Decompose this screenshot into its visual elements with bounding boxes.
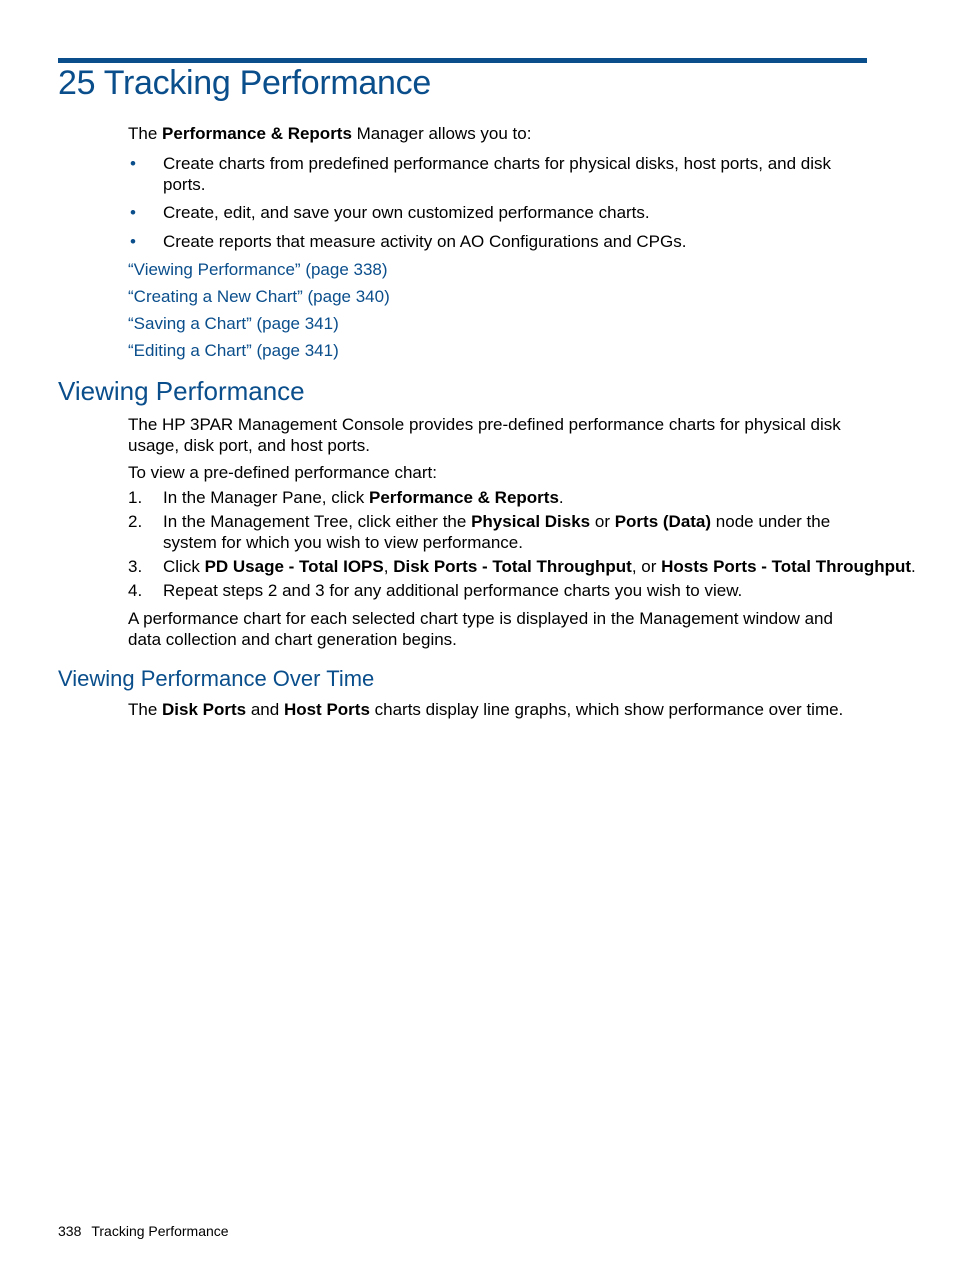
chapter-title: 25 Tracking Performance	[58, 64, 431, 102]
bullet-icon: •	[130, 203, 136, 222]
list-item: Create charts from predefined performance charts for physical disks, host ports, and disk ports.	[163, 154, 832, 194]
section-title: Viewing Performance	[58, 376, 305, 406]
footer-label: Tracking Performance	[91, 1223, 229, 1239]
link-editing-chart[interactable]: “Editing a Chart” (page 341)	[128, 341, 339, 360]
step-number: 1.	[128, 488, 143, 507]
step-4: Repeat steps 2 and 3 for any additional performance charts you wish to view.	[163, 581, 743, 600]
list-item: Create reports that measure activity on AO Configurations and CPGs.	[163, 232, 687, 251]
step-number: 4.	[128, 581, 143, 600]
section-paragraph-2: To view a pre-defined performance chart:	[128, 463, 437, 482]
page-footer	[58, 1223, 229, 1239]
section-paragraph-3: A performance chart for each selected chart type is displayed in the Management window and data collection and chart generation begins.	[128, 609, 833, 649]
subsection-title: Viewing Performance Over Time	[58, 666, 375, 691]
step-2: In the Management Tree, click either the Physical Disks or Ports (Data) node under the system for which you wish to view performance.	[163, 512, 831, 552]
link-saving-chart[interactable]: “Saving a Chart” (page 341)	[128, 314, 339, 333]
step-3: Click PD Usage - Total IOPS, Disk Ports - Total Throughput, or Hosts Ports - Total Throughput.	[163, 557, 916, 576]
link-creating-new-chart[interactable]: “Creating a New Chart” (page 340)	[128, 287, 390, 306]
bullet-icon: •	[130, 154, 136, 173]
subsection-paragraph: The Disk Ports and Host Ports charts display line graphs, which show performance over time.	[128, 700, 844, 719]
step-number: 2.	[128, 512, 143, 531]
section-paragraph-1: The HP 3PAR Management Console provides pre-defined performance charts for physical disk usage, disk port, and host ports.	[128, 415, 841, 455]
chapter-rule	[58, 58, 867, 63]
list-item: Create, edit, and save your own customized performance charts.	[163, 203, 650, 222]
page-number: 338	[58, 1223, 82, 1239]
bullet-icon: •	[130, 232, 136, 251]
link-viewing-performance[interactable]: “Viewing Performance” (page 338)	[128, 260, 388, 279]
intro-paragraph: The Performance & Reports Manager allows you to:	[128, 124, 532, 143]
step-1: In the Manager Pane, click Performance & Reports.	[163, 488, 564, 507]
step-number: 3.	[128, 557, 143, 576]
